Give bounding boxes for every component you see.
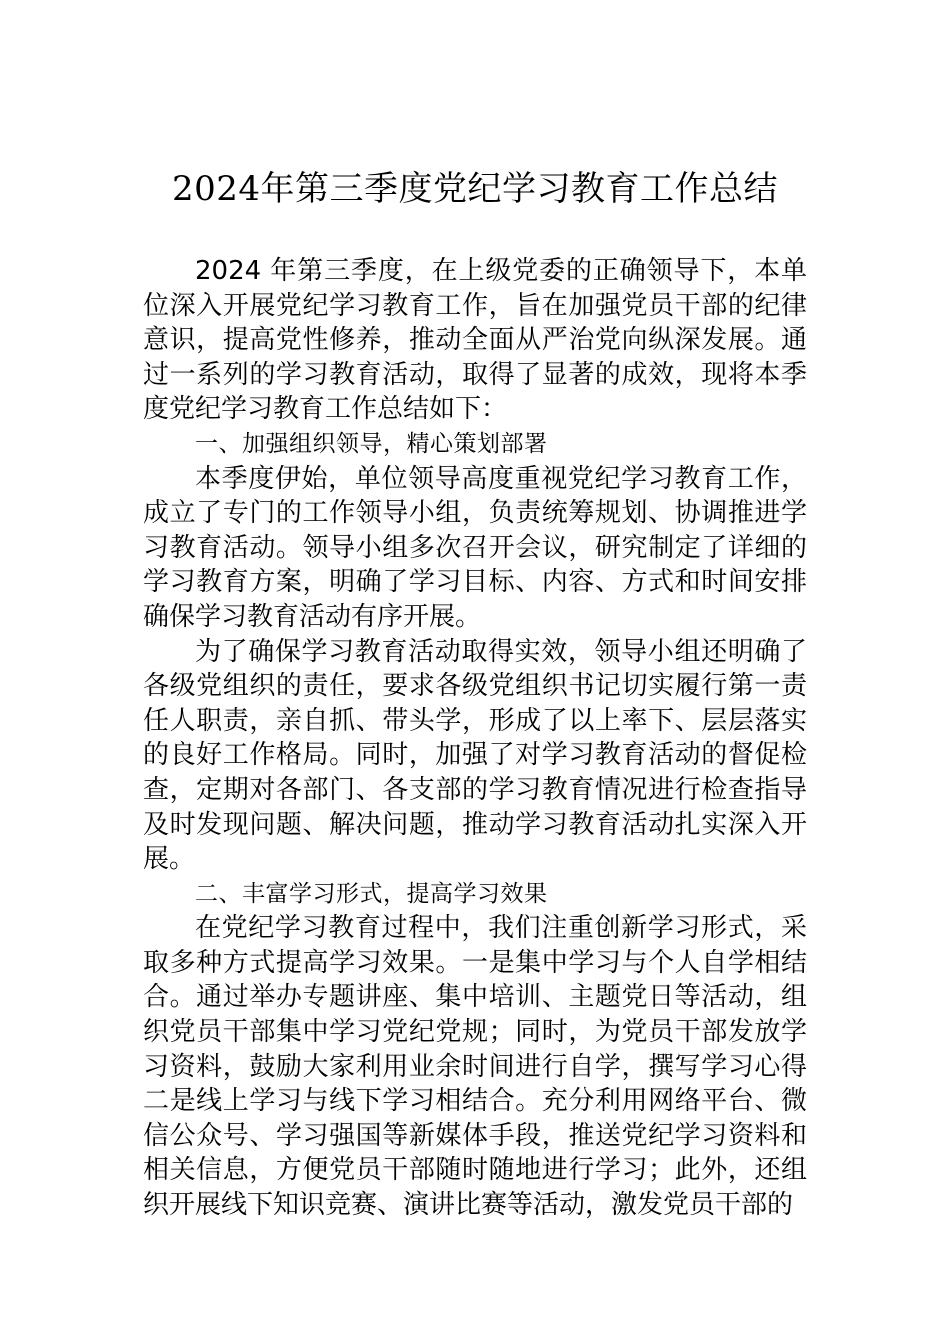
document-body [143, 254, 807, 1223]
section-heading-2: 二、丰富学习形式，提高学习效果 [195, 880, 548, 907]
document-title: 2024年第三季度党纪学习教育工作总结 [171, 169, 779, 209]
paragraph-intro: 2024 年第三季度，在上级党委的正确领导下，本单位深入开展党纪学习教育工作，旨在加强党员干部的纪律意识，提高党性修养，推动全面从严治党向纵深发展。通过一系列的学习教育活动，取得了显著的成效，现将本季度党纪学习教育工作总结如下： [143, 256, 807, 425]
section-heading-1: 一、加强组织领导，精心策划部署 [195, 430, 548, 457]
paragraph-section1-a: 本季度伊始，单位领导高度重视党纪学习教育工作，成立了专门的工作领导小组，负责统筹规划、协调推进学习教育活动。领导小组多次召开会议，研究制定了详细的学习教育方案，明确了学习目标、内容、方式和时间安排确保学习教育活动有序开展。 [143, 463, 807, 632]
paragraph-section2-a: 在党纪学习教育过程中，我们注重创新学习形式，采取多种方式提高学习效果。一是集中学习与个人自学相结合。通过举办专题讲座、集中培训、主题党日等活动，组织党员干部集中学习党纪党规；同时，为党员干部发放学习资料，鼓励大家利用业余时间进行自学，撰写学习心得二是线上学习与线下学习相结合。充分利用网络平台、微信公众号、学习强国等新媒体手段，推送党纪学习资料和相关信息，方便党员干部随时随地进行学习；此外，还组织开展线下知识竞赛、演讲比赛等活动，激发党员干部的 [143, 913, 807, 1221]
paragraph-section1-b: 为了确保学习教育活动取得实效，领导小组还明确了各级党组织的责任，要求各级党组织书记切实履行第一责任人职责，亲自抓、带头学，形成了以上率下、层层落实的良好工作格局。同时，加强了对学习教育活动的督促检查，定期对各部门、各支部的学习教育情况进行检查指导及时发现问题、解决问题，推动学习教育活动扎实深入开展。 [143, 636, 807, 875]
